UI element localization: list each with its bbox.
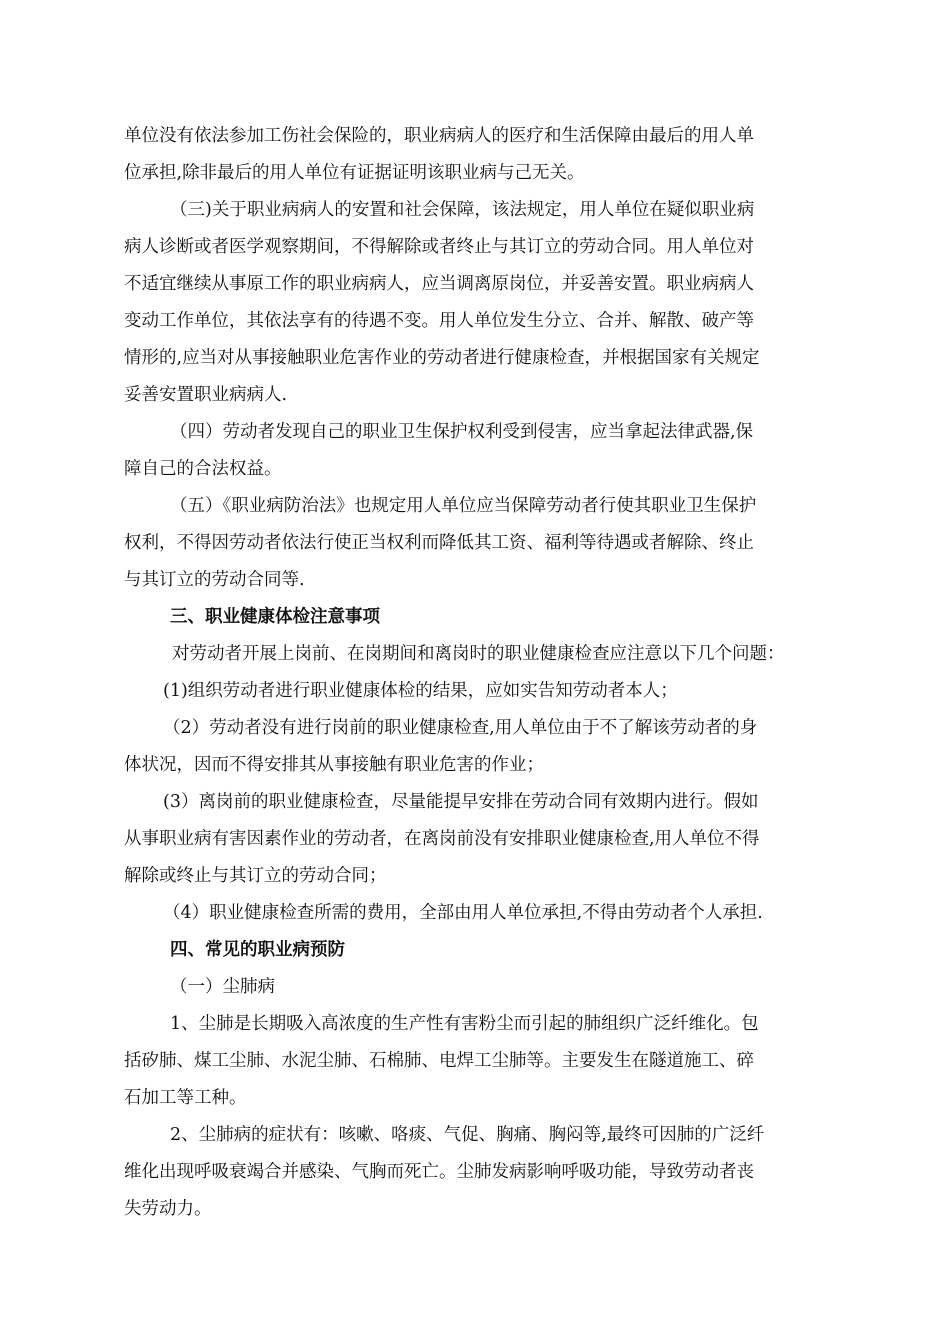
paragraph-line: 从事职业病有害因素作业的劳动者，在离岗前没有安排职业健康检查,用人单位不得 <box>124 829 760 849</box>
paragraph-line: 括矽肺、煤工尘肺、水泥尘肺、石棉肺、电焊工尘肺等。主要发生在隧道施工、碎 <box>124 1051 754 1071</box>
paragraph-line: 维化出现呼吸衰竭合并感染、气胸而死亡。尘肺发病影响呼吸功能，导致劳动者丧 <box>124 1162 754 1182</box>
section-heading: 三、职业健康体检注意事项 <box>170 607 380 627</box>
paragraph-line: 不适宜继续从事原工作的职业病病人，应当调离原岗位，并妥善安置。职业病病人 <box>124 274 754 294</box>
paragraph-line: 解除或终止与其订立的劳动合同； <box>124 866 387 886</box>
paragraph-line: 1、尘肺是长期吸入高浓度的生产性有害粉尘而引起的肺组织广泛纤维化。包 <box>170 1014 759 1034</box>
paragraph-line: 障自己的合法权益。 <box>124 459 282 479</box>
list-item: (1)组织劳动者进行职业健康体检的结果，应如实告知劳动者本人； <box>163 681 678 701</box>
paragraph-line: （四）劳动者发现自己的职业卫生保护权利受到侵害，应当拿起法律武器,保 <box>170 422 754 442</box>
subsection-heading: （一）尘肺病 <box>170 977 275 997</box>
paragraph-line: 2、尘肺病的症状有：咳嗽、咯痰、气促、胸痛、胸闷等,最终可因肺的广泛纤 <box>170 1125 765 1145</box>
paragraph-line: 情形的,应当对从事接触职业危害作业的劳动者进行健康检查，并根据国家有关规定 <box>124 348 760 368</box>
paragraph-line: （五）《职业病防治法》也规定用人单位应当保障劳动者行使其职业卫生保护 <box>170 496 757 516</box>
paragraph-line: 体状况，因而不得安排其从事接触有职业危害的作业； <box>124 755 544 775</box>
section-heading: 四、常见的职业病预防 <box>170 940 345 960</box>
paragraph-line: 与其订立的劳动合同等. <box>124 570 305 590</box>
paragraph-line: 病人诊断或者医学观察期间，不得解除或者终止与其订立的劳动合同。用人单位对 <box>124 237 754 257</box>
paragraph-line: 失劳动力。 <box>124 1199 212 1219</box>
paragraph-line: 权利，不得因劳动者依法行使正当权利而降低其工资、福利等待遇或者解除、终止 <box>124 533 754 553</box>
paragraph-line: （三)关于职业病病人的安置和社会保障，该法规定，用人单位在疑似职业病 <box>170 200 755 220</box>
paragraph-line: 石加工等工种。 <box>124 1088 247 1108</box>
paragraph-line: 对劳动者开展上岗前、在岗期间和离岗时的职业健康检查应注意以下几个问题： <box>172 644 785 664</box>
paragraph-line: 变动工作单位，其依法享有的待遇不变。用人单位发生分立、合并、解散、破产等 <box>124 311 754 331</box>
paragraph-line: 单位没有依法参加工伤社会保险的，职业病病人的医疗和生活保障由最后的用人单 <box>124 126 754 146</box>
list-item: （2）劳动者没有进行岗前的职业健康检查,用人单位由于不了解该劳动者的身 <box>163 718 758 738</box>
paragraph-line: 位承担,除非最后的用人单位有证据证明该职业病与己无关。 <box>124 163 585 183</box>
list-item: （4）职业健康检查所需的费用，全部由用人单位承担,不得由劳动者个人承担. <box>163 903 763 923</box>
paragraph-line: 妥善安置职业病病人. <box>124 385 288 405</box>
list-item: (3）离岗前的职业健康检查，尽量能提早安排在劳动合同有效期内进行。假如 <box>163 792 759 812</box>
